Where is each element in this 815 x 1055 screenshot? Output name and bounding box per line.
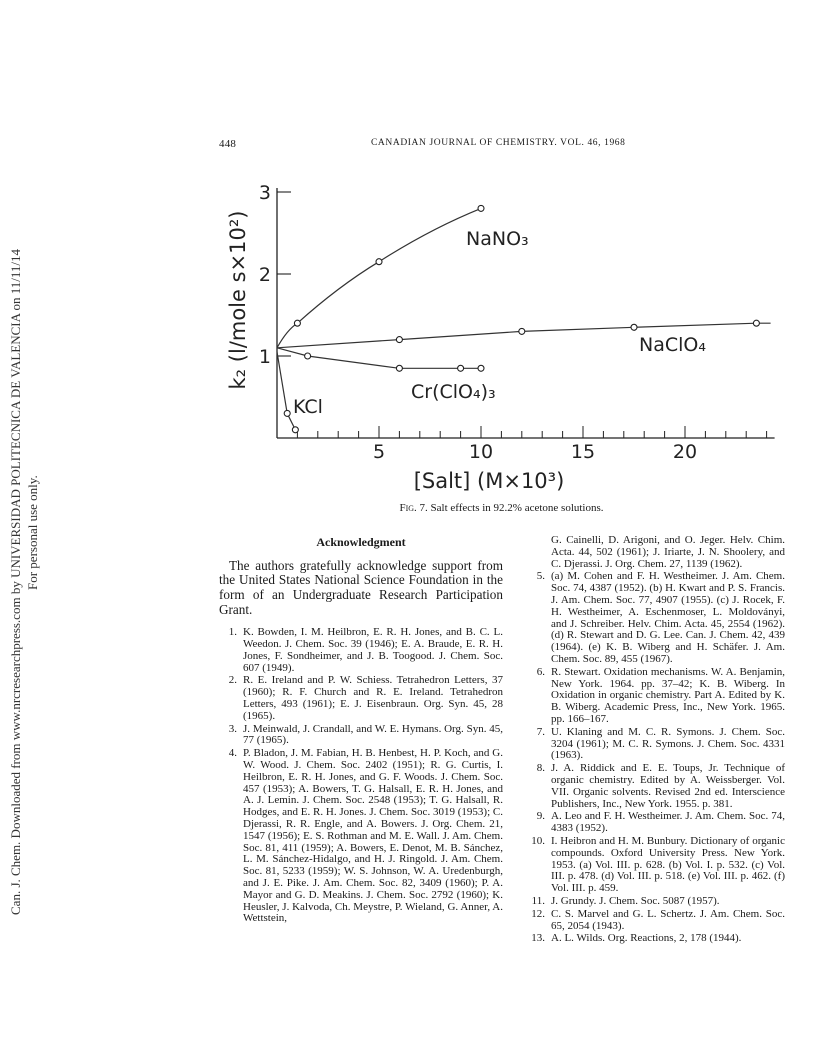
- data-point: [519, 328, 525, 334]
- reference-number: 5.: [536, 570, 545, 583]
- reference-text: J. Grundy. J. Chem. Soc. 5087 (1957).: [551, 894, 720, 907]
- data-point: [396, 365, 402, 371]
- download-watermark: [0, 180, 40, 920]
- reference-text: P. Bladon, J. M. Fabian, H. B. Henbest, H. P. Koch, and G. W. Wood. J. Chem. Soc. 2402 (1951); R. G. Curtis, I. Heilbron, E. R. H. Jones, and G. F. Woods. J. Chem. Soc. 457 (1953); A. Bowers, T. G. Halsall, E. R. H. Jones, and A. J. Lemin. J. Chem. Soc. 2548 (1953); T. G. Halsall, R. Hodges, and E. R. H. Jones. J. Chem. Soc. 3019 (1953); C. Djerassi, R. R. Engle, and A. Bowers. J. Org. Chem. 21, 1547 (1956); E. S. Rothman and M. E. Wall. J. Am. Chem. Soc. 81, 411 (1959); A. Bowers, E. Denot, M. B. Sánchez, L. M. Sánchez-Hidalgo, and H. J. Ringold. J. Am. Chem. Soc. 81, 5233 (1959); W. S. Johnson, W. A. Uredenburgh, and J. E. Pike. J. Am. Chem. Soc. 82, 3409 (1960); P. A. Mayor and G. D. Meakins. J. Chem. Soc. 2792 (1960); K. Heusler, J. Kalvoda, Ch. Meystre, P. Wieland, G. Anner, A. Wettstein,: [243, 747, 503, 925]
- reference-item: [527, 896, 785, 908]
- reference-item: [527, 909, 785, 933]
- reference-number: 4.: [228, 747, 237, 760]
- x-tick-label: 15: [570, 441, 596, 463]
- reference-item: [527, 727, 785, 762]
- reference-text: R. Stewart. Oxidation mechanisms. W. A. Benjamin, New York. 1964. pp. 37–42; K. B. Wiberg. In Oxidation in organic chemistry. Part A. Edited by K. B. Wiberg. Academic Press, Inc., New York. 1965. pp. 166–167.: [551, 665, 785, 725]
- series-label: NaNO₃: [466, 228, 529, 250]
- reference-number: 3.: [228, 722, 237, 735]
- reference-text: (a) M. Cohen and F. H. Westheimer. J. Am. Chem. Soc. 74, 4387 (1952). (b) H. Kwart and P. S. Francis. J. Am. Chem. Soc. 77, 4907 (1955). (c) J. Rocek, F. H. Westheimer, A. Eschenmoser, L. Moldoványi, and J. Schreiber. Helv. Chim. Acta. 45, 2554 (1962). (d) R. Stewart and D. G. Lee. Can. J. Chem. 42, 439 (1964). (e) K. B. Wiberg and H. Schäfer. J. Am. Chem. Soc. 89, 455 (1967).: [551, 570, 785, 665]
- chart-axes: [277, 188, 775, 438]
- reference-text: J. Meinwald, J. Crandall, and W. E. Hymans. Org. Syn. 45, 77 (1965).: [243, 722, 503, 747]
- download-notice: Can. J. Chem. Downloaded from www.nrcresearchpress.com by UNIVERSIDAD POLITECNICA DE VALENCIA on 11/11/14: [8, 248, 23, 915]
- reference-item: [527, 667, 785, 726]
- reference-text: A. Leo and F. H. Westheimer. J. Am. Chem. Soc. 74, 4383 (1952).: [551, 810, 785, 835]
- series-line: [277, 208, 481, 347]
- caption-text: Salt effects in 92.2% acetone solutions.: [430, 502, 604, 514]
- reference-text: R. E. Ireland and P. W. Schiess. Tetrahedron Letters, 37 (1960); R. F. Church and R. E. Ireland. Tetrahedron Letters, 493 (1961); E. J. Eisenbraun. Org. Syn. 45, 28 (1965).: [243, 674, 503, 722]
- data-point: [376, 259, 382, 265]
- reference-number: 1.: [228, 626, 237, 639]
- reference-item: [219, 748, 503, 925]
- figure-caption: [219, 502, 784, 514]
- acknowledgment-text: The authors gratefully acknowledge support from the United States National Science Foundation in the form of an Undergraduate Research Participation Grant.: [219, 557, 503, 617]
- data-point: [305, 353, 311, 359]
- x-tick-label: 20: [672, 441, 698, 463]
- reference-text: A. L. Wilds. Org. Reactions, 2, 178 (1944).: [551, 932, 742, 945]
- reference-number: 7.: [536, 725, 545, 738]
- data-point: [753, 320, 759, 326]
- reference-item: [219, 675, 503, 722]
- x-axis-label: [Salt] (M×10³): [413, 469, 565, 493]
- reference-text: K. Bowden, I. M. Heilbron, E. R. H. Jones, and B. C. L. Weedon. J. Chem. Soc. 39 (1946); E. A. Braude, E. R. H. Jones, F. Sondheimer, and J. B. Toogood. J. Chem. Soc. 607 (1949).: [243, 626, 503, 674]
- reference-item: [527, 811, 785, 835]
- left-column: [219, 535, 503, 926]
- running-header: [219, 138, 779, 154]
- data-point: [458, 365, 464, 371]
- data-point: [292, 427, 298, 433]
- reference-text: J. A. Riddick and E. E. Toups, Jr. Technique of organic chemistry. Edited by A. Weissberger. Vol. VII. Organic solvents. Revised 2nd ed. Interscience Publishers, Inc., New York. 1955. p. 381.: [551, 762, 785, 810]
- reference-number: 6.: [536, 665, 545, 678]
- x-tick-label: 5: [372, 441, 386, 463]
- reference-continuation: G. Cainelli, D. Arigoni, and O. Jeger. Helv. Chim. Acta. 44, 502 (1961); J. Iriarte, J. N. Shoolery, and C. Djerassi. J. Org. Chem. 27, 1139 (1962).: [551, 534, 785, 570]
- page-number: 448: [219, 138, 237, 150]
- reference-number: 8.: [536, 762, 545, 775]
- y-tick-label: 3: [258, 182, 271, 204]
- reference-item: [527, 763, 785, 810]
- reference-number: 10.: [531, 834, 545, 847]
- salt-effects-chart: [219, 180, 779, 500]
- reference-text: U. Klaning and M. C. R. Symons. J. Chem. Soc. 3204 (1961); M. C. R. Symons. J. Chem. Soc. 4331 (1963).: [551, 725, 785, 762]
- data-point: [631, 324, 637, 330]
- reference-number: 12.: [531, 907, 545, 920]
- reference-list-left: [219, 627, 503, 925]
- reference-number: 2.: [228, 674, 237, 687]
- reference-item: [219, 627, 503, 674]
- chart-ticks: [259, 182, 767, 463]
- reference-number: 9.: [536, 810, 545, 823]
- x-tick-label: 10: [468, 441, 494, 463]
- data-point: [294, 320, 300, 326]
- reference-item: [527, 933, 785, 945]
- y-axis-label: k₂ (l/mole s×10²): [226, 210, 250, 390]
- reference-text: C. S. Marvel and G. L. Schertz. J. Am. Chem. Soc. 65, 2054 (1943).: [551, 907, 785, 932]
- reference-text: I. Heibron and H. M. Bunbury. Dictionary of organic compounds. Oxford University Press. New York. 1953. (a) Vol. III. p. 628. (b) Vol. I. p. 532. (c) Vol. III. p. 478. (d) Vol. III. p. 518. (e) Vol. III. p. 462. (f) Vol. III. p. 459.: [551, 834, 785, 895]
- data-point: [478, 365, 484, 371]
- y-tick-label: 1: [258, 346, 271, 368]
- series-line: [277, 352, 295, 430]
- journal-title: CANADIAN JOURNAL OF CHEMISTRY. VOL. 46, 1968: [371, 138, 626, 148]
- figure-label: Fig. 7.: [399, 502, 428, 514]
- personal-use-notice: For personal use only.: [25, 475, 40, 590]
- reference-number: 13.: [531, 932, 545, 945]
- data-point: [284, 410, 290, 416]
- reference-number: 11.: [531, 894, 545, 907]
- reference-list-right: [527, 571, 785, 945]
- reference-item: [527, 571, 785, 665]
- series-label: KCl: [293, 396, 323, 418]
- acknowledgment-heading: Acknowledgment: [316, 535, 406, 549]
- y-tick-label: 2: [258, 264, 271, 286]
- chart-labels: [226, 211, 706, 493]
- reference-item: [527, 836, 785, 895]
- right-column: [527, 535, 785, 946]
- series-label: Cr(ClO₄)₃: [411, 381, 496, 403]
- reference-item: [219, 724, 503, 748]
- series-label: NaClO₄: [639, 334, 706, 356]
- data-point: [478, 205, 484, 211]
- data-point: [396, 337, 402, 343]
